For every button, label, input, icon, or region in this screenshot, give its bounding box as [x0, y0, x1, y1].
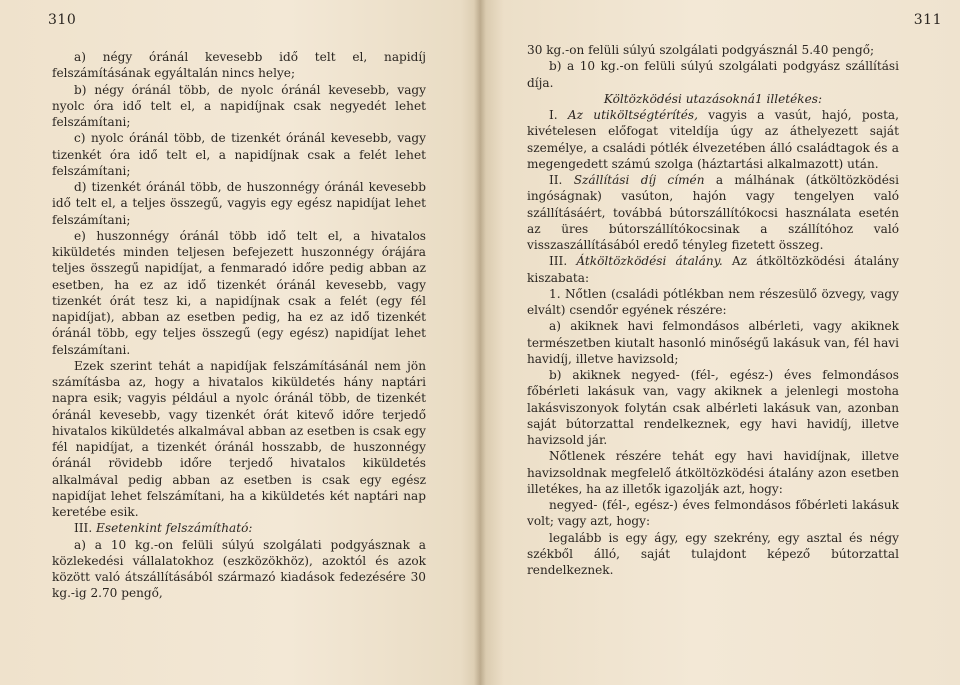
section-text: vagyis a vasút, hajó, posta, kivételesen előfogat viteldíja úgy az áthelyezett saját személye, a családi pótlék élvezetében álló családtagok és a megengedett számú szolga (háztartási alkalmazott) után.: [527, 108, 899, 171]
paragraph: [527, 172, 899, 253]
paragraph: [527, 107, 899, 172]
section-text: Az átköltözködési átalány kiszabata:: [527, 254, 900, 285]
section-text: a málhának (átköltözködési ingóságnak) vasúton, hajón vagy tengelyen való szállításáért, továbbá bútorszállítókocsi használata esetén az üres bútorszállítókocsinak a szállítóhoz való visszaszállításából eredő tényleg fizetett összeg.: [527, 173, 899, 252]
section-title: Átköltözködési átalány.: [576, 254, 723, 269]
paragraph: 30 kg.-on felüli súlyú szolgálati podgyásznál 5.40 pengő;: [527, 43, 875, 57]
section-title: Szállítási díj címén: [573, 173, 705, 187]
section-number: III.: [549, 254, 568, 269]
paragraph: [527, 253, 899, 286]
section-title: Esetenkint felszámítható:: [96, 521, 253, 536]
paragraph: Ezek szerint tehát a napidíjak felszámításánál nem jön számításba az, hogy a hivatalos kiküldetés hány naptári napra esik; vagyis például a nyolc óránál több, de tizenkét óránál kevesebb, vagy tizenkét órát kitevő időre terjedő hivatalos kiküldetés alkalmával abban az esetben is csak egy fél napidíjat, a tizenkét óránál hosszabb, de huszonnégy óránál rövidebb időre terjedő hivatalos kiküldetés alkalmával pedig abban az esetben is csak egy egész napidíjat lehet felszámítani, ha a kiküldetés két naptári nap keretébe esik.: [52, 358, 426, 519]
book-gutter: [474, 0, 486, 685]
page-number: 310: [48, 12, 77, 28]
page-body: [527, 42, 899, 578]
paragraph: b) négy óránál több, de nyolc óránál kevesebb, vagy nyolc óra idő telt el, a napidíjnak csak negyedét lehet felszámítani;: [52, 82, 426, 129]
paragraph: 1. Nőtlen (családi pótlékban nem részesülő özvegy, vagy elvált) csendőr egyének részére:: [527, 286, 899, 317]
paragraph: c) nyolc óránál több, de tizenkét óránál kevesebb, vagy tizenkét óra idő telt el, a napidíjnak csak a felét lehet felszámítani;: [52, 131, 426, 178]
section-number: III.: [74, 521, 93, 536]
page-body: [52, 49, 426, 602]
paragraph: Nőtlenek részére tehát egy havi havidíjnak, illetve havizsoldnak megfelelő átköltözködési átalány azon esetben illetékes, ha az illetők igazolják azt, hogy:: [527, 449, 899, 496]
paragraph: a) a 10 kg.-on felüli súlyú szolgálati podgyásznak a közlekedési vállalatokhoz (eszközökhöz), azoktól és azok között való átszállításából származó kiadások fedezésére 30 kg.-ig 2.70 pengő,: [52, 537, 426, 601]
paragraph: a) négy óránál kevesebb idő telt el, napidíj felszámításának egyáltalán nincs helye;: [52, 50, 426, 81]
paragraph: negyed- (fél-, egész-) éves felmondásos főbérleti lakásuk volt; vagy azt, hogy:: [527, 498, 899, 529]
paragraph: a) akiknek havi felmondásos albérleti, vagy akiknek természetben kiutalt hasonló minőségű lakásuk van, fél havi havidíj, illetve havizsold;: [527, 319, 899, 366]
right-page: [480, 0, 960, 685]
paragraph: d) tizenkét óránál több, de huszonnégy óránál kevesebb idő telt el, a teljes összegű, vagyis egy egész napidíjat lehet felszámítani;: [52, 180, 426, 227]
paragraph: legalább is egy ágy, egy szekrény, egy asztal és négy székből álló, saját tulajdont képező bútorzattal rendelkeznek.: [527, 530, 899, 577]
section-title: Az utiköltségtérítés,: [567, 108, 698, 122]
section-heading: Költözködési utazásokná1 illetékes:: [603, 91, 823, 106]
page-number: 311: [913, 12, 942, 28]
paragraph: b) a 10 kg.-on felüli súlyú szolgálati podgyász szállítási díja.: [527, 59, 899, 90]
section-heading: [52, 520, 426, 536]
paragraph: b) akiknek negyed- (fél-, egész-) éves felmondásos főbérleti lakásuk van, vagy akiknek a jelenlegi mostoha lakásviszonyok folytán csak albérleti lakásuk van, azonban saját bútorzattal rendelkeznek, egy havi havidíj, illetve havizsold jár.: [527, 368, 899, 447]
section-number: II.: [549, 173, 563, 187]
section-number: I.: [549, 108, 558, 122]
paragraph: e) huszonnégy óránál több idő telt el, a hivatalos kiküldetés minden teljesen befejezett huszonnégy órájára teljes összegű napidíjat, a fenmaradó időre pedig abban az esetben, ha ez az idő tizenkét óránál kevesebb, vagy tizenkét órát tesz ki, a napidíjnak csak a felét (egy fél napidíjat), abban az esetben pedig, ha ez az idő tizenkét óránál több, egy teljes összegű (egy egész) napidíjat lehet felszámítani.: [52, 228, 426, 357]
